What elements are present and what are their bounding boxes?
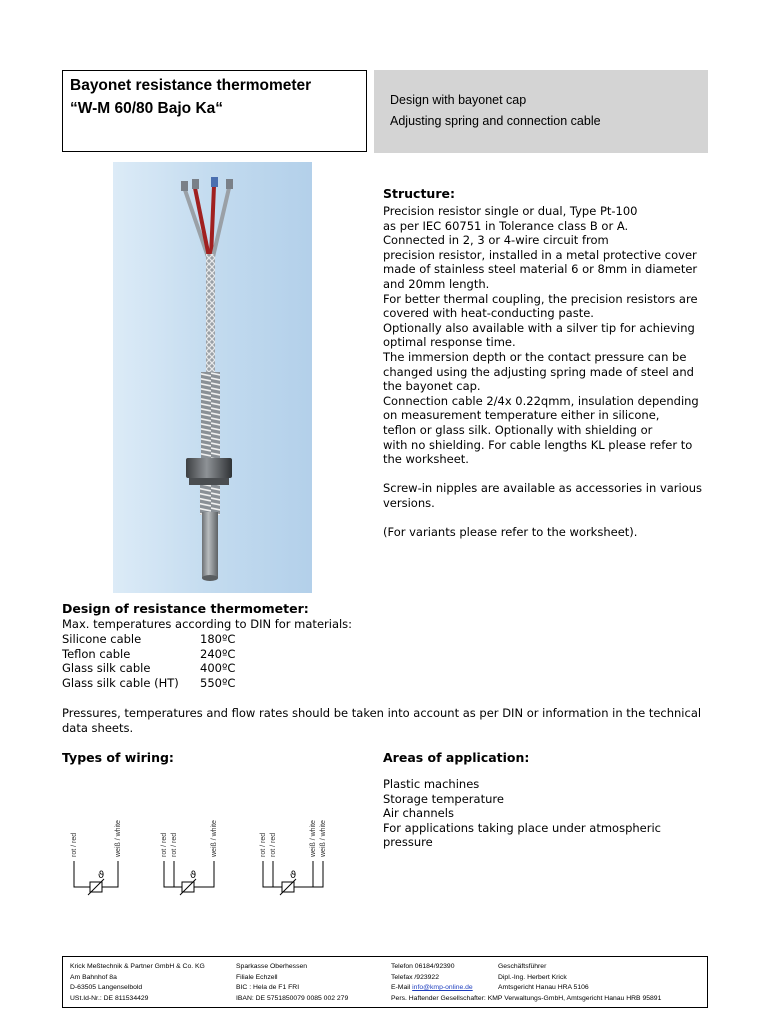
- wire-label: weiß / white: [320, 820, 327, 857]
- wiring-3-wire: [161, 820, 218, 895]
- footer-line: Sparkasse Oberhessen: [236, 963, 308, 970]
- design-note-line-2: data sheets.: [62, 720, 134, 735]
- footer-line: Filiale Echzell: [236, 973, 278, 981]
- product-photo: [113, 162, 312, 593]
- structure-line: the bayonet cap.: [383, 379, 481, 394]
- material-cell: Teflon cable: [62, 646, 131, 661]
- footer-line: USt.Id-Nr.: DE 811534429: [70, 994, 149, 1002]
- wire-label: weiß / white: [115, 820, 122, 857]
- footer-line: Geschäftsführer: [498, 963, 547, 970]
- structure-line: For better thermal coupling, the precision resistors are: [383, 291, 698, 306]
- wire-label: rot / red: [260, 832, 267, 857]
- structure-line: on measurement temperature either in silicone,: [383, 408, 660, 423]
- design-intro: Max. temperatures according to DIN for materials:: [62, 617, 353, 631]
- structure-line: as per IEC 60751 in Tolerance class B or A.: [383, 218, 629, 233]
- title-line-1: Bayonet resistance thermometer: [70, 77, 312, 94]
- structure-text: [383, 204, 702, 540]
- design-note-line-1: Pressures, temperatures and flow rates should be taken into account as per DIN or information in the technical: [62, 706, 702, 720]
- footer-management: [498, 962, 589, 994]
- structure-line: Precision resistor single or dual, Type Pt-100: [383, 204, 638, 218]
- structure-line: Connected in 2, 3 or 4-wire circuit from: [383, 233, 609, 248]
- footer-line: Telefax /923922: [391, 973, 439, 981]
- material-cell: Glass silk cable: [62, 661, 151, 676]
- wire-label: rot / red: [161, 832, 168, 857]
- table-row: [62, 676, 235, 691]
- structure-line: with no shielding. For cable lengths KL please refer to: [383, 437, 693, 452]
- table-row: [62, 661, 235, 676]
- structure-line: Connection cable 2/4x 0.22qmm, insulation depending: [383, 393, 699, 408]
- wire-label: weiß / white: [211, 820, 218, 857]
- structure-line: and 20mm length.: [383, 276, 490, 291]
- area-item: For applications taking place under atmospheric: [383, 820, 661, 835]
- structure-line: The immersion depth or the contact pressure can be: [383, 349, 687, 364]
- areas-heading: Areas of application:: [383, 750, 530, 765]
- description-box: [374, 70, 708, 153]
- structure-line: optimal response time.: [383, 335, 516, 350]
- footer-line: D-63505 Langenselbold: [70, 984, 143, 991]
- areas-list: [383, 777, 661, 850]
- footer-line: Telefon 06184/92390: [391, 963, 455, 970]
- material-cell: Glass silk cable (HT): [62, 675, 179, 690]
- structure-line: the worksheet.: [383, 452, 469, 467]
- structure-line: covered with heat-conducting paste.: [383, 306, 594, 321]
- wire-label: rot / red: [270, 832, 277, 857]
- temperature-cell: 400ºC: [200, 661, 236, 676]
- footer-line: Am Bahnhof 8a: [70, 973, 117, 981]
- footer-line: Krick Meßtechnik & Partner GmbH & Co. KG: [70, 963, 205, 970]
- wiring-diagrams: [60, 805, 335, 905]
- footer-line: IBAN: DE 5751850079 0085 002 279: [236, 994, 349, 1002]
- design-note: [62, 706, 701, 735]
- design-heading: Design of resistance thermometer:: [62, 601, 309, 616]
- variants-note: (For variants please refer to the worksheet).: [383, 525, 638, 540]
- footer-company: [70, 962, 205, 1004]
- area-item: Air channels: [383, 806, 454, 821]
- accessories-line-2: versions.: [383, 495, 435, 510]
- table-row: [62, 647, 235, 662]
- wiring-4-wire: [260, 820, 327, 895]
- wiring-2-wire: [71, 820, 122, 895]
- accessories-line-1: Screw-in nipples are available as accessories in various: [383, 481, 703, 496]
- footer-line: Pers. Haftender Gesellschafter: KMP Verwaltungs-GmbH, Amtsgericht Hanau HRB 95891: [391, 994, 662, 1002]
- wire-label: rot / red: [171, 832, 178, 857]
- material-cell: Silicone cable: [62, 632, 142, 646]
- theta-symbol: ϑ: [98, 870, 105, 881]
- structure-heading: Structure:: [383, 186, 455, 201]
- email-label: E-Mail: [391, 984, 413, 991]
- footer-line: BIC : Hela de F1 FRI: [236, 984, 300, 991]
- thermometer-illustration: [113, 162, 312, 593]
- structure-line: changed using the adjusting spring made of steel and: [383, 364, 694, 379]
- description-line-2: Adjusting spring and connection cable: [390, 114, 601, 128]
- temperature-cell: 180ºC: [200, 632, 236, 646]
- wire-label: rot / red: [71, 832, 78, 857]
- structure-line: precision resistor, installed in a metal protective cover: [383, 247, 697, 262]
- max-temperature-table: [62, 632, 235, 690]
- footer-line: Amtsgericht Hanau HRA 5106: [498, 984, 589, 991]
- wiring-heading: Types of wiring:: [62, 750, 174, 765]
- structure-line: Optionally also available with a silver tip for achieving: [383, 320, 695, 335]
- area-item: Plastic machines: [383, 777, 480, 791]
- temperature-cell: 550ºC: [200, 675, 236, 690]
- footer-line: Dipl.-Ing. Herbert Krick: [498, 973, 567, 981]
- structure-line: teflon or glass silk. Optionally with shielding or: [383, 422, 653, 437]
- area-item: Storage temperature: [383, 791, 504, 806]
- temperature-cell: 240ºC: [200, 646, 236, 661]
- wire-label: weiß / white: [310, 820, 317, 857]
- table-row: [62, 632, 235, 647]
- footer: [62, 956, 708, 1008]
- description-line-1: Design with bayonet cap: [390, 93, 527, 107]
- structure-line: made of stainless steel material 6 or 8mm in diameter: [383, 262, 698, 277]
- email-link[interactable]: info@kmp-online.de: [412, 984, 473, 991]
- footer-bank: [236, 962, 348, 1004]
- theta-symbol: ϑ: [190, 870, 197, 881]
- theta-symbol: ϑ: [290, 870, 297, 881]
- title-line-2: “W-M 60/80 Bajo Ka“: [70, 100, 224, 117]
- area-item: pressure: [383, 835, 433, 850]
